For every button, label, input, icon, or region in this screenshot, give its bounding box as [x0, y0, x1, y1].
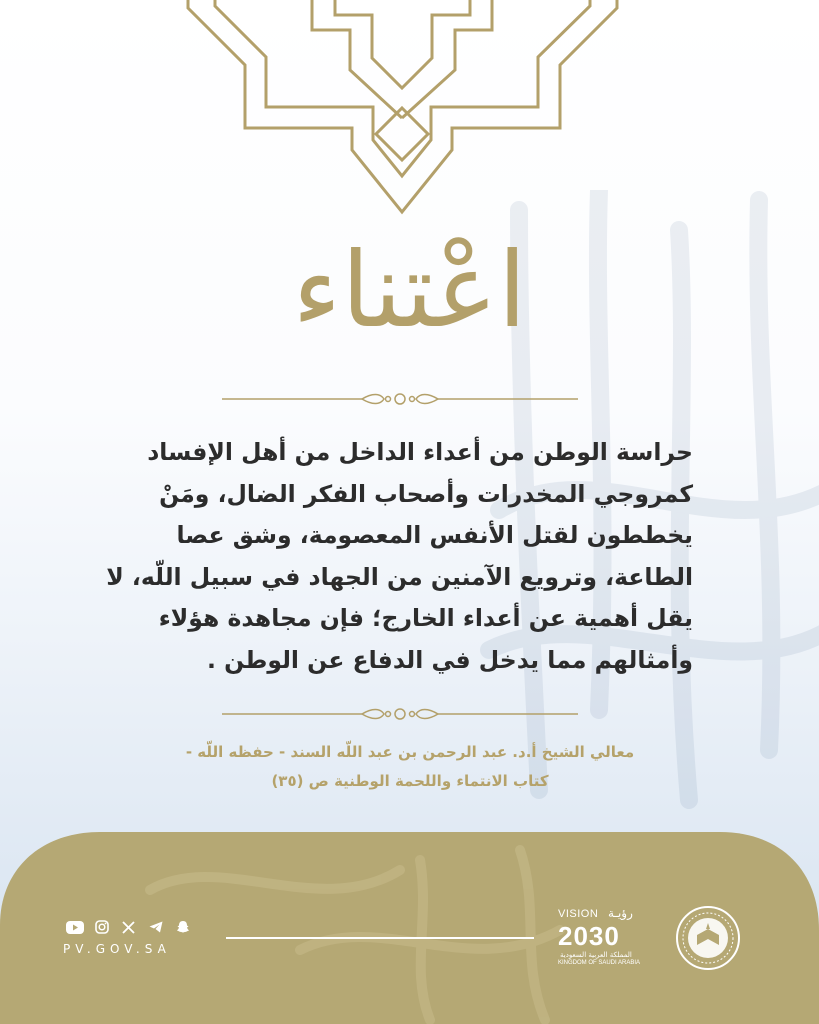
vision-subtitle-en: KINGDOM OF SAUDI ARABIA: [558, 960, 641, 966]
website-url[interactable]: PV.GOV.SA: [63, 942, 171, 956]
page-title: اعْتناء: [292, 229, 527, 351]
x-icon[interactable]: [119, 920, 138, 934]
vision-label-ar: رؤيـة: [608, 906, 633, 920]
quote-line: حراسة الوطن من أعداء الداخل من أهل الإفساد: [147, 438, 693, 466]
author-name: معالي الشيخ أ.د. عبد الرحمن بن عبد اللّه السند - حفظه اللّه -: [185, 743, 635, 761]
vision-subtitle-ar: المملكة العربية السعودية: [560, 951, 632, 959]
quote-line: يقل أهمية عن أعداء الخارج؛ فإن مجاهدة هؤلاء: [158, 604, 693, 632]
source-reference: كتاب الانتماء واللحمة الوطنية ص (٣٥): [271, 772, 549, 790]
quote-line: وأمثالهم مما يدخل في الدفاع عن الوطن .: [206, 645, 693, 674]
ornament-divider: [222, 707, 578, 721]
quote-line: الطاعة، وترويع الآمنين من الجهاد في سبيل اللّه، لا: [106, 562, 693, 591]
vision-label-en: VISION: [558, 908, 599, 920]
social-links: [65, 920, 192, 934]
organization-emblem-icon: [675, 905, 741, 971]
quote-text: [95, 432, 693, 681]
vision-year: 2030: [558, 921, 620, 951]
instagram-icon[interactable]: [92, 920, 111, 934]
quote-line: كمروجي المخدرات وأصحاب الفكر الضال، ومَنْ: [159, 479, 693, 508]
telegram-icon[interactable]: [146, 920, 165, 934]
youtube-icon[interactable]: [65, 920, 84, 934]
snapchat-icon[interactable]: [173, 920, 192, 934]
quote-line: يخططون لقتل الأنفس المعصومة، وشق عصا: [176, 521, 693, 549]
vision-2030-logo: [556, 906, 652, 968]
ornament-divider: [222, 392, 578, 406]
footer-divider: [226, 937, 534, 939]
attribution: [95, 738, 725, 796]
